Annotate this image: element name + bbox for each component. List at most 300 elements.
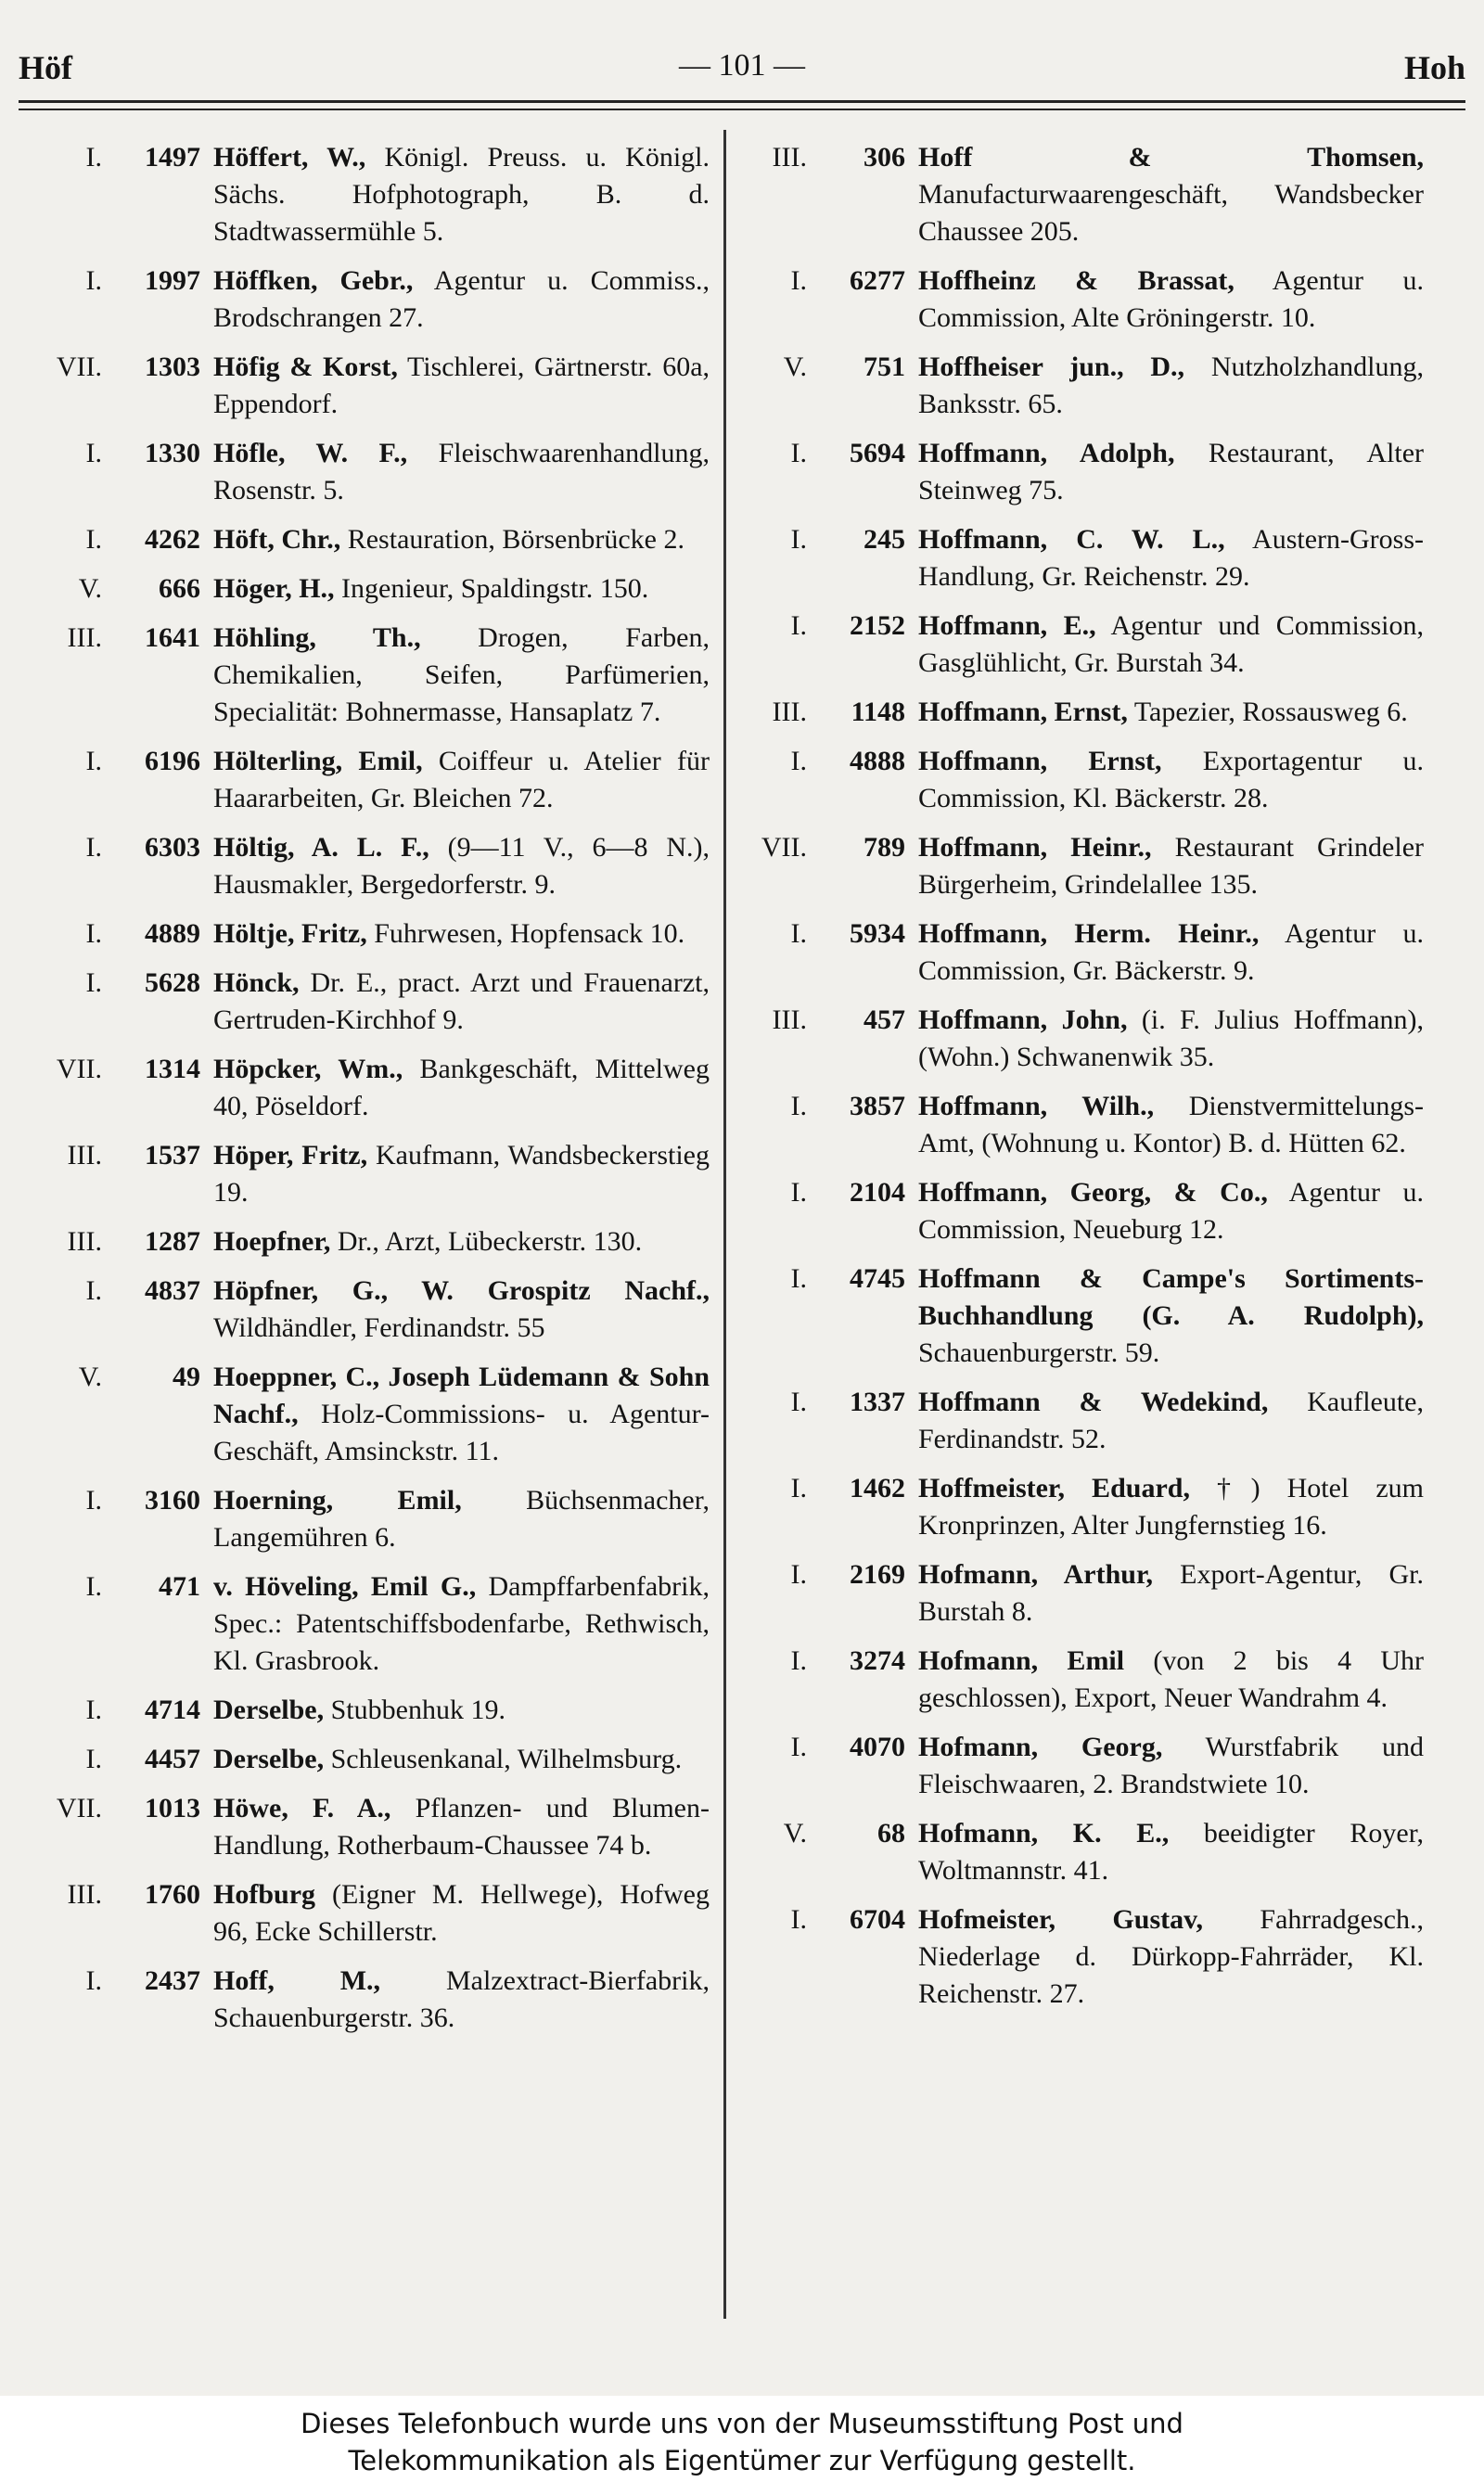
phone-number: [19, 1741, 213, 1778]
phone-number: [733, 1470, 918, 1544]
directory-entry: [733, 1729, 1424, 1803]
subscriber-details: (von 2 bis 4 Uhr geschlossen), Export, Neuer Wandrahm 4.: [918, 1645, 1425, 1713]
directory-entry: [733, 743, 1424, 817]
entry-text: [213, 1876, 710, 1951]
line-number: 3857: [850, 1091, 905, 1121]
entry-text: [918, 1729, 1424, 1803]
subscriber-name: Höpcker, Wm.,: [213, 1054, 403, 1084]
line-number: 4745: [850, 1263, 905, 1294]
entry-text: [213, 1273, 710, 1347]
line-number: 2169: [850, 1559, 905, 1590]
directory-entry: [733, 1174, 1424, 1248]
entry-text: [213, 570, 710, 608]
subscriber-name: Hoffmann, Herm. Heinr.,: [918, 918, 1260, 949]
subscriber-name: Hoepfner,: [213, 1226, 331, 1257]
directory-entry: [19, 1963, 710, 2037]
exchange-office: I.: [85, 265, 102, 296]
directory-entry: [733, 1002, 1424, 1076]
exchange-office: I.: [85, 746, 102, 776]
entry-text: [213, 1741, 710, 1778]
subscriber-details: Agentur u. Commission, Alte Gröningerstr. 10.: [918, 265, 1424, 333]
phone-number: [19, 1963, 213, 2037]
entry-text: [918, 1260, 1424, 1372]
subscriber-details: Nutzholzhandlung, Banksstr. 65.: [918, 352, 1424, 419]
directory-entry: [19, 965, 710, 1039]
subscriber-details: Restaurant, Alter Steinweg 75.: [918, 438, 1425, 505]
subscriber-name: v. Höveling, Emil G.,: [213, 1571, 477, 1602]
line-number: 1337: [850, 1387, 905, 1417]
subscriber-name: Hofmann, K. E.,: [918, 1818, 1170, 1849]
exchange-office: I.: [85, 1275, 102, 1306]
subscriber-details: Malzextract-Bierfabrik, Schauenburgerstr. 36.: [213, 1965, 710, 2033]
subscriber-details: Fleischwaarenhandlung, Rosenstr. 5.: [213, 438, 710, 505]
directory-entry: [19, 1223, 710, 1260]
exchange-office: V.: [783, 1818, 807, 1849]
subscriber-name: Hoffmeister, Eduard,: [918, 1473, 1190, 1503]
exchange-office: V.: [783, 352, 807, 382]
line-number: 4837: [145, 1275, 200, 1306]
entry-text: [213, 1790, 710, 1864]
header-right-keyword: Hoh: [1403, 49, 1465, 86]
line-number: 68: [877, 1818, 905, 1849]
phone-number: [733, 608, 918, 682]
entry-text: [213, 349, 710, 423]
directory-entry: [733, 1260, 1424, 1372]
subscriber-details: (Eigner M. Hellwege), Hofweg 96, Ecke Schillerstr.: [213, 1879, 710, 1947]
line-number: 6704: [850, 1904, 905, 1935]
line-number: 1330: [145, 438, 200, 468]
subscriber-details: Schleusenkanal, Wilhelmsburg.: [324, 1744, 683, 1774]
line-number: 1641: [145, 622, 200, 653]
entry-text: [213, 915, 710, 953]
entry-text: [213, 435, 710, 509]
line-number: 1537: [145, 1140, 200, 1171]
phone-number: [733, 349, 918, 423]
phone-number: [733, 1260, 918, 1372]
left-column: [19, 139, 710, 2049]
right-column: [733, 139, 1424, 2025]
phone-number: [733, 1643, 918, 1717]
directory-entry: [19, 262, 710, 337]
exchange-office: I.: [85, 832, 102, 863]
header-left-keyword: Höf: [19, 49, 72, 86]
phone-number: [19, 349, 213, 423]
entry-text: [213, 1137, 710, 1211]
exchange-office: VII.: [761, 832, 807, 863]
phone-number: [733, 521, 918, 595]
directory-entry: [733, 694, 1424, 731]
subscriber-details: Fuhrwesen, Hopfensack 10.: [366, 918, 685, 949]
line-number: 751: [864, 352, 905, 382]
subscriber-name: Hoff & Thomsen,: [918, 142, 1424, 173]
subscriber-name: Hoffmann, John,: [918, 1004, 1128, 1035]
line-number: 4889: [145, 918, 200, 949]
phone-number: [19, 521, 213, 558]
entry-text: [213, 1692, 710, 1729]
subscriber-name: Höper, Fritz,: [213, 1140, 368, 1171]
directory-entry: [19, 349, 710, 423]
subscriber-name: Hoffmann & Wedekind,: [918, 1387, 1269, 1417]
line-number: 5694: [850, 438, 905, 468]
directory-entry: [19, 521, 710, 558]
entry-text: [213, 743, 710, 817]
ownership-footer: [0, 2396, 1484, 2482]
subscriber-name: Hoffmann, Ernst,: [918, 746, 1162, 776]
directory-entry: [733, 435, 1424, 509]
line-number: 1013: [145, 1793, 200, 1823]
exchange-office: I.: [85, 918, 102, 949]
phone-number: [19, 1692, 213, 1729]
entry-text: [918, 1384, 1424, 1458]
directory-entry: [733, 915, 1424, 990]
subscriber-name: Hoffmann, Heinr.,: [918, 832, 1152, 863]
directory-entry: [733, 262, 1424, 337]
subscriber-details: (i. F. Julius Hoffmann), (Wohn.) Schwanenwik 35.: [918, 1004, 1425, 1072]
directory-entry: [19, 1741, 710, 1778]
phone-number: [19, 1137, 213, 1211]
subscriber-name: Höffert, W.,: [213, 142, 366, 173]
line-number: 3160: [145, 1485, 200, 1516]
phone-number: [19, 1482, 213, 1556]
exchange-office: I.: [85, 1744, 102, 1774]
exchange-office: III.: [67, 1879, 102, 1910]
subscriber-name: Hofburg: [213, 1879, 316, 1910]
subscriber-details: Export-Agentur, Gr. Burstah 8.: [918, 1559, 1425, 1627]
entry-text: [918, 608, 1424, 682]
entry-text: [213, 139, 710, 250]
exchange-office: I.: [790, 1473, 807, 1503]
entry-text: [918, 349, 1424, 423]
subscriber-details: Wildhändler, Ferdinandstr. 55: [213, 1312, 545, 1343]
entry-text: [918, 915, 1424, 990]
line-number: 3274: [850, 1645, 905, 1676]
subscriber-details: Manufacturwaarengeschäft, Wandsbecker Chaussee 205.: [918, 179, 1424, 247]
phone-number: [19, 743, 213, 817]
line-number: 1148: [851, 697, 905, 727]
subscriber-details: Coiffeur u. Atelier für Haararbeiten, Gr. Bleichen 72.: [213, 746, 710, 813]
subscriber-details: Pflanzen- und Blumen-Handlung, Rotherbaum-Chaussee 74 b.: [213, 1793, 710, 1861]
phone-number: [733, 435, 918, 509]
phone-number: [19, 1790, 213, 1864]
phone-number: [19, 1876, 213, 1951]
phone-number: [19, 965, 213, 1039]
subscriber-name: Hoeppner, C., Joseph Lüdemann & Sohn Nachf.,: [213, 1362, 710, 1429]
subscriber-name: Höffken, Gebr.,: [213, 265, 414, 296]
entry-text: [918, 1174, 1424, 1248]
subscriber-name: Hofmann, Emil: [918, 1645, 1125, 1676]
phone-number: [19, 435, 213, 509]
exchange-office: I.: [790, 1904, 807, 1935]
subscriber-details: Exportagentur u. Commission, Kl. Bäckerstr. 28.: [918, 746, 1424, 813]
entry-text: [213, 1359, 710, 1470]
phone-number: [733, 829, 918, 903]
subscriber-details: Stubbenhuk 19.: [324, 1695, 505, 1725]
subscriber-name: Höfle, W. F.,: [213, 438, 408, 468]
directory-entry: [19, 1273, 710, 1347]
entry-text: [213, 829, 710, 903]
directory-entry: [733, 1815, 1424, 1889]
subscriber-details: Dr., Arzt, Lübeckerstr. 130.: [330, 1226, 643, 1257]
directory-entry: [733, 349, 1424, 423]
line-number: 4714: [145, 1695, 200, 1725]
entry-text: [918, 1901, 1424, 2013]
entry-text: [918, 694, 1424, 731]
header-rule-secondary: [19, 109, 1465, 110]
phone-number: [19, 139, 213, 250]
exchange-office: I.: [790, 1091, 807, 1121]
exchange-office: I.: [85, 967, 102, 998]
exchange-office: I.: [85, 438, 102, 468]
exchange-office: III.: [772, 1004, 807, 1035]
entry-text: [213, 1223, 710, 1260]
line-number: 6277: [850, 265, 905, 296]
phone-number: [19, 570, 213, 608]
phone-number: [733, 1384, 918, 1458]
subscriber-details: Agentur und Commission, Gasglühlicht, Gr. Burstah 34.: [918, 610, 1425, 678]
line-number: 1314: [145, 1054, 200, 1084]
directory-entry: [19, 1692, 710, 1729]
entry-text: [213, 620, 710, 731]
directory-entry: [733, 1901, 1424, 2013]
exchange-office: I.: [790, 265, 807, 296]
exchange-office: I.: [790, 1387, 807, 1417]
subscriber-name: Hoffmann, C. W. L.,: [918, 524, 1225, 555]
directory-entry: [19, 570, 710, 608]
entry-text: [213, 1482, 710, 1556]
exchange-office: I.: [790, 1732, 807, 1762]
entry-text: [213, 1051, 710, 1125]
phone-number: [733, 694, 918, 731]
subscriber-details: Dr. E., pract. Arzt und Frauenarzt, Gertruden-Kirchhof 9.: [213, 967, 710, 1035]
phone-number: [19, 262, 213, 337]
subscriber-details: Ingenieur, Spaldingstr. 150.: [334, 573, 649, 604]
phone-number: [19, 1223, 213, 1260]
subscriber-name: Derselbe,: [213, 1744, 325, 1774]
directory-entry: [19, 915, 710, 953]
line-number: 4262: [145, 524, 200, 555]
phone-number: [733, 139, 918, 250]
directory-entry: [19, 829, 710, 903]
directory-entry: [19, 1790, 710, 1864]
exchange-office: V.: [78, 573, 102, 604]
subscriber-name: Hölterling, Emil,: [213, 746, 423, 776]
phone-number: [733, 1088, 918, 1162]
directory-entry: [19, 743, 710, 817]
exchange-office: V.: [78, 1362, 102, 1392]
phone-number: [733, 1901, 918, 2013]
phone-number: [19, 1359, 213, 1470]
subscriber-name: Höpfner, G., W. Grospitz Nachf.,: [213, 1275, 710, 1306]
line-number: 1997: [145, 265, 200, 296]
phone-number: [733, 915, 918, 990]
line-number: 5628: [145, 967, 200, 998]
exchange-office: I.: [790, 610, 807, 641]
line-number: 1760: [145, 1879, 200, 1910]
subscriber-details: Wurstfabrik und Fleischwaaren, 2. Brandstwiete 10.: [918, 1732, 1425, 1799]
line-number: 4888: [850, 746, 905, 776]
exchange-office: I.: [85, 1695, 102, 1725]
line-number: 471: [159, 1571, 200, 1602]
subscriber-details: Fahrradgesch., Niederlage d. Dürkopp-Fahrräder, Kl. Reichenstr. 27.: [918, 1904, 1424, 2009]
subscriber-name: Höltje, Fritz,: [213, 918, 367, 949]
directory-entry: [733, 608, 1424, 682]
directory-entry: [19, 1568, 710, 1680]
line-number: 306: [864, 142, 905, 173]
entry-text: [918, 1643, 1424, 1717]
subscriber-name: Hofmeister, Gustav,: [918, 1904, 1203, 1935]
subscriber-name: Hoffmann, Georg, & Co.,: [918, 1177, 1268, 1208]
subscriber-details: Restaurant Grindeler Bürgerheim, Grindelallee 135.: [918, 832, 1424, 900]
line-number: 457: [864, 1004, 905, 1035]
line-number: 1497: [145, 142, 200, 173]
subscriber-details: Bankgeschäft, Mittelweg 40, Pöseldorf.: [213, 1054, 710, 1121]
page-header: [19, 48, 1465, 95]
phone-number: [733, 1729, 918, 1803]
exchange-office: I.: [790, 918, 807, 949]
entry-text: [918, 1815, 1424, 1889]
subscriber-name: Höger, H.,: [213, 573, 335, 604]
exchange-office: I.: [790, 1177, 807, 1208]
phone-number: [733, 1815, 918, 1889]
entry-text: [918, 521, 1424, 595]
exchange-office: VII.: [56, 1054, 102, 1084]
exchange-office: III.: [67, 622, 102, 653]
entry-text: [918, 1470, 1424, 1544]
directory-entry: [733, 1643, 1424, 1717]
phone-number: [19, 1568, 213, 1680]
line-number: 6303: [145, 832, 200, 863]
line-number: 6196: [145, 746, 200, 776]
line-number: 5934: [850, 918, 905, 949]
line-number: 1287: [145, 1226, 200, 1257]
exchange-office: III.: [772, 697, 807, 727]
line-number: 2152: [850, 610, 905, 641]
exchange-office: III.: [67, 1226, 102, 1257]
exchange-office: VII.: [56, 352, 102, 382]
subscriber-details: Agentur u. Commission, Gr. Bäckerstr. 9.: [918, 918, 1424, 986]
subscriber-name: Hoff, M.,: [213, 1965, 381, 1996]
exchange-office: I.: [85, 1485, 102, 1516]
entry-text: [213, 262, 710, 337]
subscriber-name: Hoerning, Emil,: [213, 1485, 462, 1516]
subscriber-name: Hoffmann, E.,: [918, 610, 1096, 641]
subscriber-details: Kaufmann, Wandsbeckerstieg 19.: [213, 1140, 710, 1208]
footer-line-1: Dieses Telefonbuch wurde uns von der Museumsstiftung Post und: [301, 2408, 1183, 2439]
subscriber-name: Hofmann, Georg,: [918, 1732, 1163, 1762]
directory-entry: [19, 435, 710, 509]
entry-text: [918, 1556, 1424, 1631]
directory-entry: [733, 1470, 1424, 1544]
footer-line-2: Telekommunikation als Eigentümer zur Verfügung gestellt.: [348, 2445, 1136, 2476]
exchange-office: I.: [85, 142, 102, 173]
entry-text: [213, 1568, 710, 1680]
phone-number: [733, 262, 918, 337]
subscriber-name: Hoffmann, Ernst,: [918, 697, 1128, 727]
subscriber-details: Dampffarbenfabrik, Spec.: Patentschiffsbodenfarbe, Rethwisch, Kl. Grasbrook.: [213, 1571, 710, 1676]
exchange-office: III.: [772, 142, 807, 173]
subscriber-details: (9—11 V., 6—8 N.), Hausmakler, Bergedorferstr. 9.: [213, 832, 710, 900]
subscriber-name: Hönck,: [213, 967, 300, 998]
phone-number: [19, 1051, 213, 1125]
exchange-office: I.: [790, 438, 807, 468]
directory-entry: [19, 1051, 710, 1125]
subscriber-details: Drogen, Farben, Chemikalien, Seifen, Parfümerien, Specialität: Bohnermasse, Hansaplatz 7.: [213, 622, 710, 727]
entry-text: [918, 1002, 1424, 1076]
line-number: 1303: [145, 352, 200, 382]
directory-entry: [733, 521, 1424, 595]
line-number: 49: [173, 1362, 200, 1392]
subscriber-name: Höhling, Th.,: [213, 622, 421, 653]
entry-text: [918, 743, 1424, 817]
line-number: 2104: [850, 1177, 905, 1208]
directory-entry: [19, 1876, 710, 1951]
entry-text: [918, 1088, 1424, 1162]
directory-entry: [733, 139, 1424, 250]
subscriber-details: Büchsenmacher, Langemühren 6.: [213, 1485, 710, 1553]
subscriber-details: Tapezier, Rossausweg 6.: [1127, 697, 1408, 727]
directory-entry: [733, 1088, 1424, 1162]
directory-entry: [733, 1384, 1424, 1458]
directory-entry: [733, 829, 1424, 903]
directory-entry: [19, 1482, 710, 1556]
subscriber-name: Hoffmann & Campe's Sortiments-Buchhandlung (G. A. Rudolph),: [918, 1263, 1424, 1331]
line-number: 2437: [145, 1965, 200, 1996]
subscriber-details: Agentur u. Commiss., Brodschrangen 27.: [213, 265, 710, 333]
subscriber-details: Austern-Gross-Handlung, Gr. Reichenstr. 29.: [918, 524, 1424, 592]
entry-text: [918, 139, 1424, 250]
entry-text: [918, 435, 1424, 509]
entry-text: [213, 521, 710, 558]
entry-text: [213, 965, 710, 1039]
subscriber-name: Hoffmann, Adolph,: [918, 438, 1175, 468]
subscriber-details: Holz-Commissions- u. Agentur-Geschäft, Amsinckstr. 11.: [213, 1399, 710, 1466]
subscriber-name: Hofmann, Arthur,: [918, 1559, 1154, 1590]
subscriber-details: Dienstvermittelungs-Amt, (Wohnung u. Kontor) B. d. Hütten 62.: [918, 1091, 1424, 1158]
subscriber-details: Königl. Preuss. u. Königl. Sächs. Hofphotograph, B. d. Stadtwassermühle 5.: [213, 142, 710, 247]
exchange-office: I.: [790, 524, 807, 555]
phone-number: [19, 1273, 213, 1347]
subscriber-name: Hoffheinz & Brassat,: [918, 265, 1235, 296]
directory-entry: [19, 620, 710, 731]
subscriber-name: Derselbe,: [213, 1695, 325, 1725]
directory-entry: [19, 1359, 710, 1470]
entry-text: [918, 829, 1424, 903]
header-rule: [19, 100, 1465, 103]
directory-entry: [19, 1137, 710, 1211]
line-number: 789: [864, 832, 905, 863]
exchange-office: I.: [790, 1645, 807, 1676]
line-number: 666: [159, 573, 200, 604]
phone-number: [733, 1002, 918, 1076]
subscriber-details: Agentur u. Commission, Neueburg 12.: [918, 1177, 1424, 1245]
directory-entry: [733, 1556, 1424, 1631]
entry-text: [918, 262, 1424, 337]
column-divider: [723, 130, 726, 2319]
directory-entry: [19, 139, 710, 250]
phone-number: [733, 743, 918, 817]
exchange-office: VII.: [56, 1793, 102, 1823]
exchange-office: I.: [790, 1263, 807, 1294]
line-number: 4070: [850, 1732, 905, 1762]
subscriber-name: Höft, Chr.,: [213, 524, 341, 555]
phone-number: [733, 1556, 918, 1631]
subscriber-details: †) Hotel zum Kronprinzen, Alter Jungfernstieg 16.: [918, 1473, 1424, 1541]
page-number: — 101 —: [679, 48, 805, 83]
subscriber-details: beeidigter Royer, Woltmannstr. 41.: [918, 1818, 1424, 1886]
subscriber-details: Kaufleute, Ferdinandstr. 52.: [918, 1387, 1424, 1454]
exchange-office: I.: [85, 524, 102, 555]
line-number: 1462: [850, 1473, 905, 1503]
